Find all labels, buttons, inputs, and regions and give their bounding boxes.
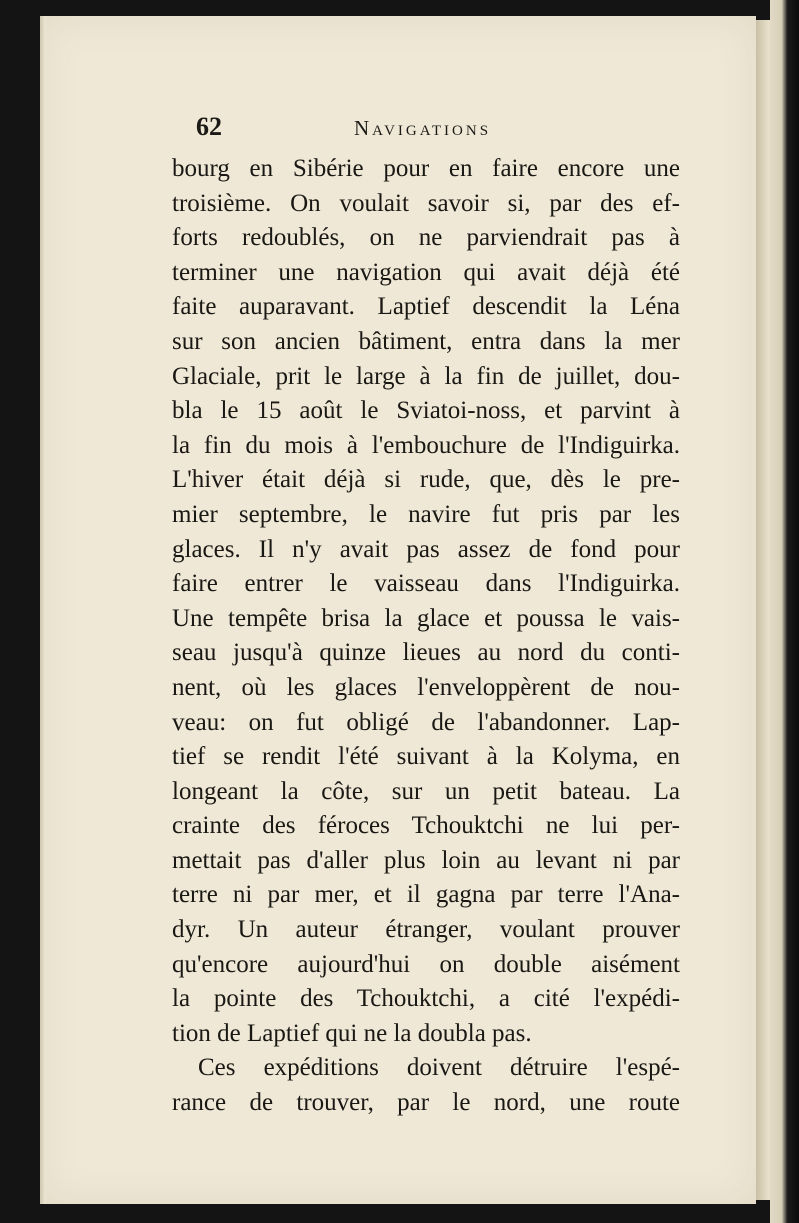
text-line: crainte des féroces Tchouktchi ne lui per- (172, 812, 680, 840)
text-line: qu'encore aujourd'hui on double aisément (172, 950, 680, 978)
text-line: mier septembre, le navire fut pris par les (172, 500, 680, 528)
text-line: bourg en Sibérie pour en faire encore une (172, 155, 680, 182)
text-line: L'hiver était déjà si rude, que, dès le pre- (172, 466, 680, 494)
text-line: troisième. On voulait savoir si, par des ef- (172, 189, 680, 217)
text-line: seau jusqu'à quinze lieues au nord du conti- (172, 639, 680, 667)
text-line: Glaciale, prit le large à la fin de juillet, dou- (172, 362, 680, 390)
text-line: nent, où les glaces l'enveloppèrent de nou- (172, 673, 680, 701)
body-text (172, 152, 680, 1121)
text-line: longeant la côte, sur un petit bateau. La (172, 777, 680, 805)
text-line: rance de trouver, par le nord, une route (172, 1089, 680, 1117)
text-line: terminer une navigation qui avait déjà été (172, 258, 680, 286)
text-line: faite auparavant. Laptief descendit la Léna (172, 293, 680, 321)
text-line: mettait pas d'aller plus loin au levant ni par (172, 846, 680, 874)
text-line: la pointe des Tchouktchi, a cité l'expédi- (172, 985, 680, 1013)
text-line: Une tempête brisa la glace et poussa le vais- (172, 604, 680, 632)
text-line: sur son ancien bâtiment, entra dans la mer (172, 327, 680, 355)
text-line: forts redoublés, on ne parviendrait pas à (172, 224, 680, 252)
text-line: dyr. Un auteur étranger, voulant prouver (172, 916, 680, 944)
book-binding (770, 0, 799, 1223)
text-line: tief se rendit l'été suivant à la Kolyma, en (172, 743, 680, 771)
page-header (196, 112, 686, 144)
page-number: 62 (196, 112, 222, 141)
text-line: Ces expéditions doivent détruire l'espé- (198, 1054, 680, 1082)
page-edge-shadow (40, 16, 46, 1204)
text-line: tion de Laptief qui ne la doubla pas. (172, 1019, 532, 1047)
text-line: glaces. Il n'y avait pas assez de fond pour (172, 535, 680, 563)
text-line: bla le 15 août le Sviatoi-noss, et parvint à (172, 397, 680, 425)
text-line: terre ni par mer, et il gagna par terre l'Ana- (172, 881, 680, 909)
running-head: Navigations (354, 116, 492, 140)
text-line: la fin du mois à l'embouchure de l'Indiguirka. (172, 431, 680, 459)
text-line: faire entrer le vaisseau dans l'Indiguirka. (172, 570, 680, 598)
text-line: veau: on fut obligé de l'abandonner. Lap- (172, 708, 680, 736)
